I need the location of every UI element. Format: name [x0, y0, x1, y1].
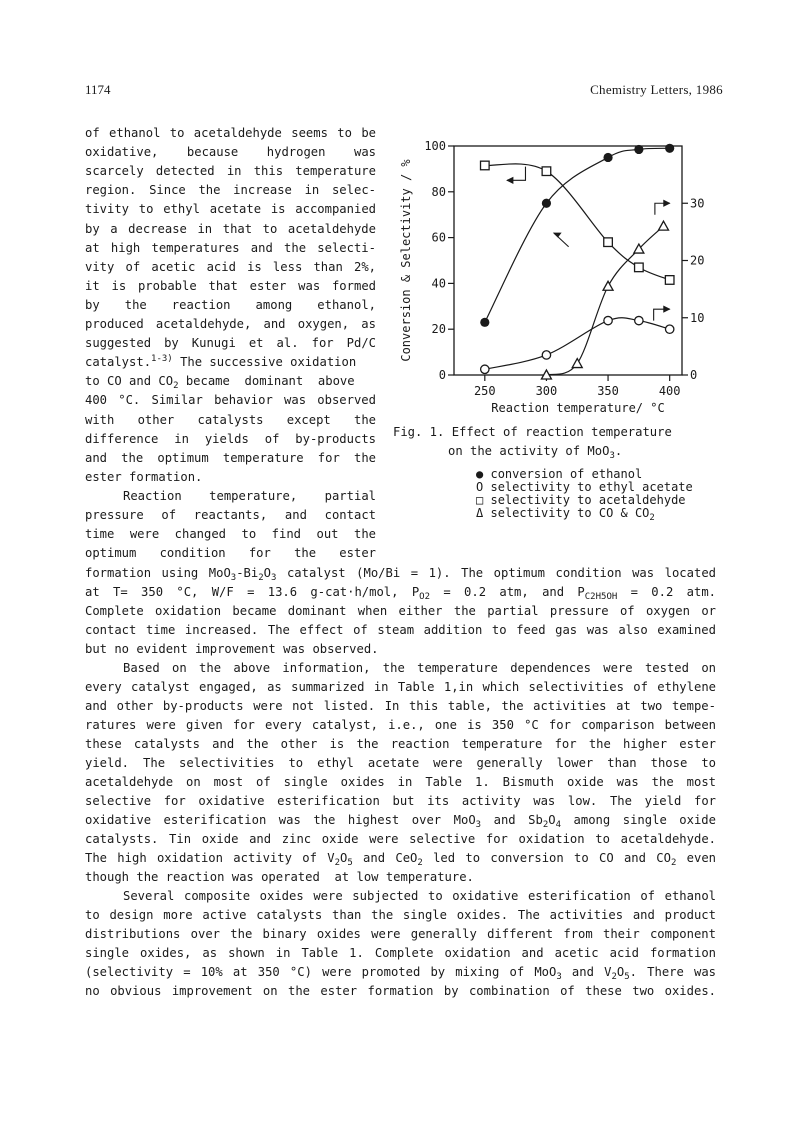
column-line: by a decrease in that to acetaldehyde	[85, 221, 376, 236]
body-line: Complete oxidation became dominant when either the partial pressure of oxygen or	[85, 604, 716, 618]
y-axis-label: Conversion & Selectivity / %	[399, 159, 413, 362]
column-line: produced acetaldehyde, and oxygen, as	[85, 317, 376, 331]
column-line: to CO and $CO_2$ became dominant above	[85, 374, 355, 392]
journal-header: Chemistry Letters, 1986	[590, 82, 723, 97]
column-line: difference in yields of by-products	[85, 431, 376, 446]
body-line: single oxides, as shown in Table 1. Complete oxidation and acetic acid formation	[85, 946, 716, 960]
body-line: every catalyst engaged, as summarized in Table 1,in which selectivities of ethylene	[85, 680, 716, 694]
column-line: ester formation.	[85, 469, 203, 484]
y-tick-label-left: 20	[431, 322, 446, 337]
x-tick-label: 350	[597, 384, 619, 398]
body-line: contact time increased. The effect of steam addition to feed gas was also examined	[85, 623, 716, 637]
body-line: and other by-products were not listed. In this table, the activities at two tempe-	[85, 699, 716, 713]
data-point-ethyl-acetate	[665, 325, 673, 333]
column-line: it is probable that ester was formed	[85, 278, 376, 293]
column-line: catalyst.$^{1-3)}$ The successive oxidation	[85, 354, 357, 370]
body-line: ratures were given for every catalyst, i.e., one is 350 °C for comparison between	[85, 718, 716, 732]
caption-period: .	[614, 444, 623, 458]
column-line: of ethanol to acetaldehyde seems to be	[85, 126, 376, 140]
column-line: vity of acetic acid is less than 2%,	[85, 259, 376, 274]
data-point-conversion	[665, 144, 674, 153]
y-tick-label-left: 40	[431, 276, 446, 291]
y-tick-label-left: 0	[438, 368, 446, 382]
arrow-left-acetaldehyde-head	[507, 177, 513, 183]
body-line: but no evident improvement was observed.	[85, 642, 379, 656]
plot-frame	[454, 146, 682, 375]
column-line: 400 °C. Similar behavior was observed	[85, 393, 376, 408]
figure-1	[396, 132, 726, 432]
body-line: distributions over the binary oxides were generally different from their component	[85, 927, 716, 941]
body-line: though the reaction was operated at low temperature.	[85, 870, 474, 884]
column-line: Reaction temperature, partial	[123, 488, 376, 503]
series-line	[485, 148, 670, 322]
body-line: oxidative esterification was the highest over MoO$_3$ and $Sb_2O_4$ among single oxide	[85, 813, 716, 829]
data-point-ethyl-acetate	[604, 316, 612, 324]
data-point-conversion	[603, 153, 612, 162]
y-tick-label-left: 60	[431, 230, 446, 245]
caption-subscript: 3	[609, 451, 615, 461]
column-line: pressure of reactants, and contact	[85, 508, 376, 522]
legend-label: selectivity to ethyl acetate	[490, 480, 693, 494]
y-tick-label-right: 10	[690, 310, 705, 325]
data-point-ethyl-acetate	[481, 365, 489, 373]
column-line: tivity to ethyl acetate is accompanied	[85, 202, 376, 217]
body-line: at T= 350 °C, W/F = 13.6 g-cat·h/mol, $P_{O2} = 0.2$ atm, and $P_{C2H5OH} = 0.2$ atm.	[85, 585, 716, 601]
y-tick-label-left: 80	[431, 184, 446, 199]
data-point-conversion	[542, 199, 551, 208]
arrow-left-conversion-head	[554, 233, 561, 237]
body-line: formation using $MoO_3-Bi_2O_3$ catalyst (Mo/Bi = 1). The optimum condition was located	[85, 566, 716, 582]
legend-label: selectivity to CO & CO	[490, 506, 650, 520]
column-line: scarcely detected in this temperature	[85, 164, 376, 179]
chart	[396, 132, 726, 432]
figure-caption-line1: Fig. 1. Effect of reaction temperature	[393, 425, 672, 439]
arrow-right-ethyl-acetate	[654, 309, 670, 320]
data-point-conversion	[480, 318, 489, 327]
open-circle-icon: O	[476, 480, 484, 494]
data-point-conversion	[634, 145, 643, 154]
body-line: to design more active catalysts than the single oxides. The activities and product	[85, 908, 716, 922]
body-line: yield. The selectivities to ethyl acetate were generally lower than those to	[85, 756, 716, 770]
open-square-icon: □	[476, 493, 484, 507]
column-line: with other catalysts except the	[85, 412, 376, 427]
series-line	[546, 226, 663, 375]
legend-co-co2	[476, 506, 655, 523]
data-point-acetaldehyde	[665, 276, 674, 285]
data-point-acetaldehyde	[604, 238, 613, 247]
column-line: optimum condition for the ester	[85, 546, 376, 561]
open-triangle-icon: Δ	[476, 506, 484, 520]
body-line: no obvious improvement on the ester formation by combination of these two oxides.	[85, 984, 716, 998]
y-tick-label-right: 30	[690, 196, 705, 211]
data-point-acetaldehyde	[635, 263, 644, 272]
data-point-ethyl-acetate	[542, 351, 550, 359]
legend-label: selectivity to acetaldehyde	[490, 493, 686, 507]
arrow-right-co-co2	[655, 203, 670, 214]
column-line: at high temperatures and the selecti-	[85, 240, 376, 255]
y-tick-label-right: 0	[690, 368, 698, 382]
figure-caption-line2	[448, 443, 622, 459]
reference-superscript: 1-3)	[151, 354, 173, 365]
data-point-acetaldehyde	[481, 161, 490, 170]
arrow-left-acetaldehyde	[507, 167, 525, 181]
body-line: (selectivity = 10% at 350 °C) were promoted by mixing of MoO$_3$ and $V_2O_5$. There was	[85, 965, 716, 981]
y-tick-label-left: 100	[424, 139, 446, 153]
x-tick-label: 400	[658, 384, 681, 398]
column-line: region. Since the increase in selec-	[85, 183, 376, 198]
caption-text: on the activity of MoO	[448, 444, 610, 458]
x-tick-label: 300	[535, 384, 558, 398]
body-line: selective for oxidative esterification but its activity was low. The yield for	[85, 794, 716, 808]
y-tick-label-right: 20	[690, 253, 705, 268]
data-point-co-co2	[659, 221, 669, 230]
data-point-ethyl-acetate	[635, 316, 643, 324]
arrow-right-co-co2-head	[664, 200, 670, 206]
x-tick-label: 250	[473, 384, 496, 398]
data-point-acetaldehyde	[542, 167, 551, 176]
arrow-right-ethyl-acetate-head	[664, 306, 670, 312]
body-line: acetaldehyde on most of single oxides in Table 1. Bismuth oxide was the most	[85, 775, 716, 789]
filled-circle-icon: ●	[476, 467, 484, 481]
body-line: Based on the above information, the temperature dependences were tested on	[123, 661, 716, 675]
body-line: The high oxidation activity of $V_2O_5$ and CeO$_2$ led to conversion to CO and $CO_2$ even	[85, 851, 716, 867]
co2-subscript: 2	[173, 381, 179, 392]
body-line: Several composite oxides were subjected to oxidative esterification of ethanol	[123, 889, 716, 903]
body-line: catalysts. Tin oxide and zinc oxide were selective for oxidation to acetaldehyde.	[85, 832, 716, 846]
page-number: 1174	[85, 82, 111, 97]
column-line: and the optimum temperature for the	[85, 450, 376, 465]
body-line: these catalysts and the other is the reaction temperature for the higher ester	[85, 737, 716, 751]
column-line: oxidative, because hydrogen was	[85, 145, 376, 160]
column-line: time were changed to find out the	[85, 527, 376, 542]
legend-label: conversion of ethanol	[490, 467, 643, 481]
x-axis-label: Reaction temperature/ °C	[491, 401, 665, 415]
column-line: by the reaction among ethanol,	[85, 297, 376, 312]
data-point-co-co2	[603, 281, 613, 290]
column-line: suggested by Kunugi et al. for Pd/C	[85, 336, 376, 351]
data-point-co-co2	[572, 359, 582, 368]
legend-subscript: 2	[649, 513, 655, 523]
